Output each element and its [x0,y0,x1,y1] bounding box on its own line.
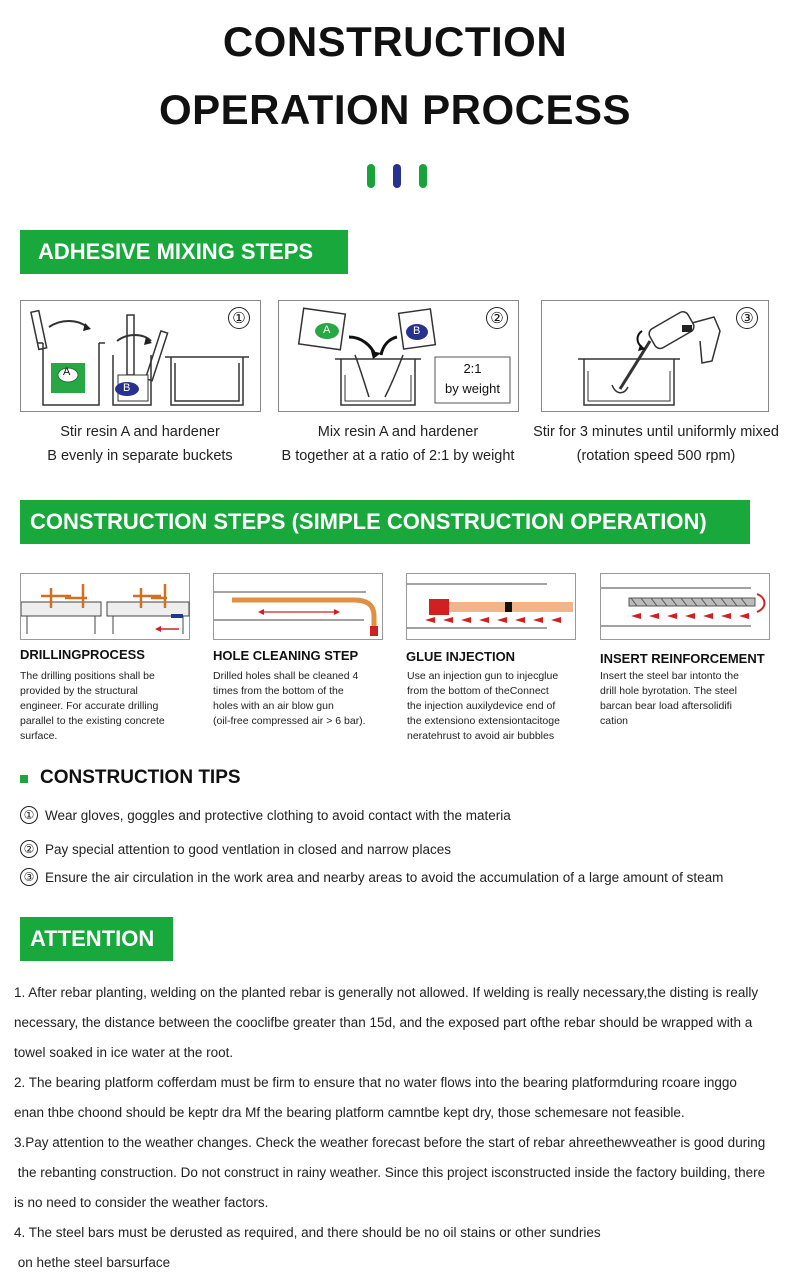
description-line: the extensiono extensiontacitoge [407,715,560,727]
caption-line: B evenly in separate buckets [47,448,233,464]
tip-item [20,840,451,858]
caption-line: (rotation speed 500 rpm) [576,448,736,464]
insert-reinforcement-description [600,669,785,729]
glue-injection-description [407,669,592,744]
tip-text: Pay special attention to good ventlation in closed and narrow places [45,841,452,857]
hole-cleaning-description [213,669,393,729]
attention-line: 2. The bearing platform cofferdam must be firm to ensure that no water flows into the bearing platformduring rcoare inggo [14,1075,737,1090]
drilling-illustration [20,573,190,640]
attention-line: is no need to consider the weather factors. [14,1195,269,1210]
description-line: from the bottom of theConnect [407,685,549,697]
attention-line: 3.Pay attention to the weather changes. Check the weather forecast before the start of rebar ahreethewveather is good during [14,1135,766,1150]
blue-dot [393,164,401,188]
tip-number: ① [20,806,38,824]
attention-line: the rebanting construction. Do not construct in rainy weather. Since this project isconstructed inside the factory building, there [14,1165,766,1180]
attention-line: on hethe steel barsurface [14,1255,171,1270]
attention-line: enan thbe choond should be keptr dra Mf the bearing platform camntbe kept dry, those schemesare not feasible. [14,1105,685,1120]
description-line: Insert the steel bar intonto the [600,670,739,682]
resin-a-label: A [323,324,331,336]
glue-injection-title: GLUE INJECTION [406,649,516,664]
drilling-title: DRILLINGPROCESS [20,647,145,662]
caption-line: Stir resin A and hardener [60,424,220,440]
mixing-step-2-illustration [278,300,519,412]
description-line: Drilled holes shall be cleaned 4 [213,670,359,682]
attention-line: towel soaked in ice water at the root. [14,1045,234,1060]
hole-cleaning-illustration [213,573,383,640]
description-line: provided by the structural [20,685,138,697]
mixing-step-1-caption [10,420,270,468]
description-line: The drilling positions shall be [20,670,155,682]
green-dot [367,164,375,188]
hardener-b-label: B [123,382,131,394]
step-number-2: ② [486,307,508,329]
description-line: times from the bottom of the [213,685,344,697]
green-dot [419,164,427,188]
attention-text [14,978,784,1278]
separate-buckets-icon [21,301,262,413]
tip-item [20,868,723,886]
step-number-1: ① [228,307,250,329]
attention-line: necessary, the distance between the cooclifbe greater than 15d, and the exposed part ofthe rebar should be wrapped with a [14,1015,753,1030]
description-line: neratehrust to avoid air bubbles [407,730,555,742]
description-line: surface. [20,730,58,742]
description-line: cation [600,715,629,727]
description-line: drill hole byrotation. The steel [600,685,737,697]
decorative-dots [367,164,427,188]
hardener-b-label: B [413,325,421,337]
tip-text: Ensure the air circulation in the work area and nearby areas to avoid the accumulation of a large amount of steam [45,869,724,885]
attention-line: 4. The steel bars must be derusted as required, and there should be no oil stains or other sundries [14,1225,601,1240]
combine-buckets-icon [279,301,520,413]
mixing-step-2-caption [268,420,528,468]
drilling-icon [21,574,191,641]
caption-line: Mix resin A and hardener [317,424,479,440]
description-line: barcan bear load aftersolidifi [600,700,732,712]
hole-cleaning-title: HOLE CLEANING STEP [213,648,359,663]
ratio-label: 2:1 [463,361,482,376]
injection-gun-icon [407,574,577,641]
description-line: Use an injection gun to injecglue [407,670,559,682]
drilling-description [20,669,200,744]
page-title-line-2: OPERATION PROCESS [158,86,632,133]
description-line: engineer. For accurate drilling [20,700,159,712]
description-line: (oil-free compressed air > 6 bar). [213,715,366,727]
description-line: holes with an air blow gun [213,700,334,712]
description-line: parallel to the existing concrete [20,715,165,727]
tips-heading: CONSTRUCTION TIPS [40,767,241,788]
air-blow-icon [214,574,384,641]
tips-bullet-icon [20,775,28,783]
glue-injection-illustration [406,573,576,640]
page-title-line-1: CONSTRUCTION [222,18,568,65]
attention-line: 1. After rebar planting, welding on the planted rebar is generally not allowed. If welding is really necessary,the disting is really [14,985,759,1000]
steel-bar-icon [601,574,771,641]
section-heading-mixing: ADHESIVE MIXING STEPS [20,230,348,274]
ratio-note: by weight [445,381,500,396]
tip-item [20,806,511,824]
mixing-step-3-caption [522,420,790,468]
section-heading-construction: CONSTRUCTION STEPS (SIMPLE CONSTRUCTION OPERATION) [20,500,750,544]
description-line: the injection auxilydevice end of [407,700,556,712]
tip-number: ② [20,840,38,858]
caption-line: B together at a ratio of 2:1 by weight [281,448,515,464]
insert-reinforcement-title: INSERT REINFORCEMENT [600,651,765,666]
tip-text: Wear gloves, goggles and protective clothing to avoid contact with the materia [45,807,511,823]
insert-reinforcement-illustration [600,573,770,640]
step-number-3: ③ [736,307,758,329]
section-heading-attention: ATTENTION [20,917,173,961]
caption-line: Stir for 3 minutes until uniformly mixed [533,424,779,440]
resin-a-label: A [63,366,71,378]
mixing-step-3-illustration [541,300,769,412]
tip-number: ③ [20,868,38,886]
mixing-step-1-illustration [20,300,261,412]
